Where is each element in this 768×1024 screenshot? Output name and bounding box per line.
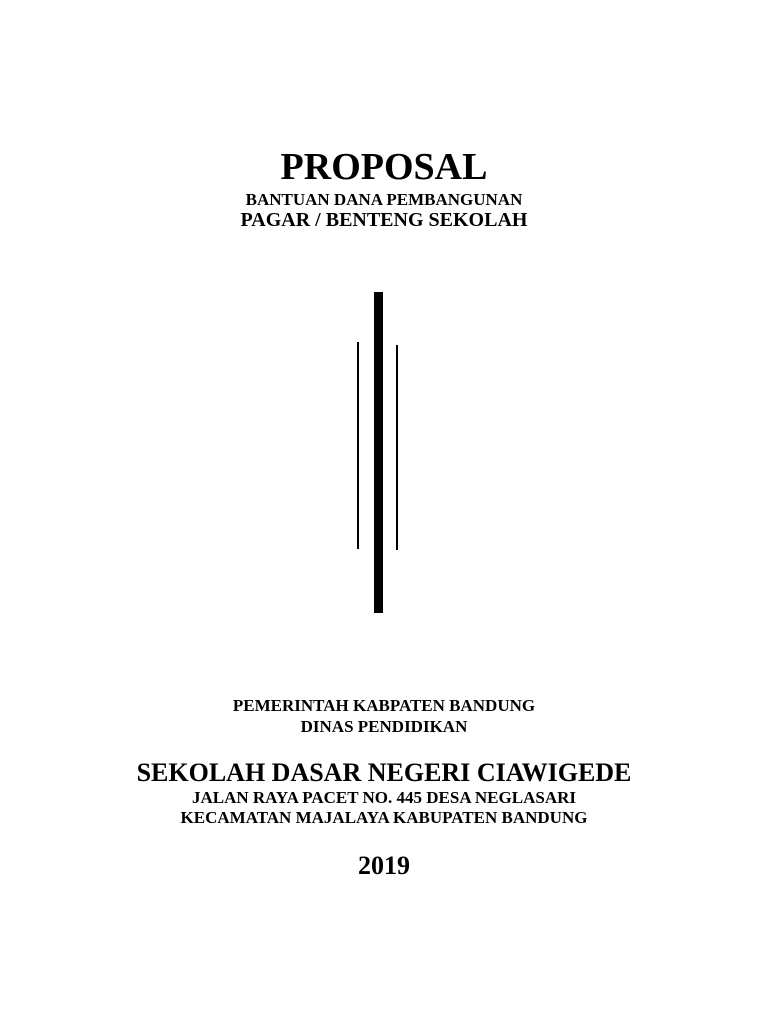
- department-name: DINAS PENDIDIKAN: [300, 717, 468, 736]
- subtitle-line-2: PAGAR / BENTENG SEKOLAH: [240, 209, 528, 231]
- ornament-thin-line-right: [396, 345, 398, 550]
- ornament-thick-line: [374, 292, 383, 613]
- document-year: 2019: [358, 851, 410, 880]
- school-address-line-2: KECAMATAN MAJALAYA KABUPATEN BANDUNG: [180, 808, 588, 827]
- school-name: SEKOLAH DASAR NEGERI CIAWIGEDE: [136, 758, 632, 787]
- ornament-thin-line-left: [357, 342, 359, 549]
- school-address-line-1: JALAN RAYA PACET NO. 445 DESA NEGLASARI: [191, 788, 576, 807]
- subtitle-line-1: BANTUAN DANA PEMBANGUNAN: [245, 190, 523, 209]
- document-title: PROPOSAL: [280, 146, 488, 188]
- government-name: PEMERINTAH KABPATEN BANDUNG: [232, 696, 536, 715]
- vertical-lines-ornament: [350, 290, 410, 615]
